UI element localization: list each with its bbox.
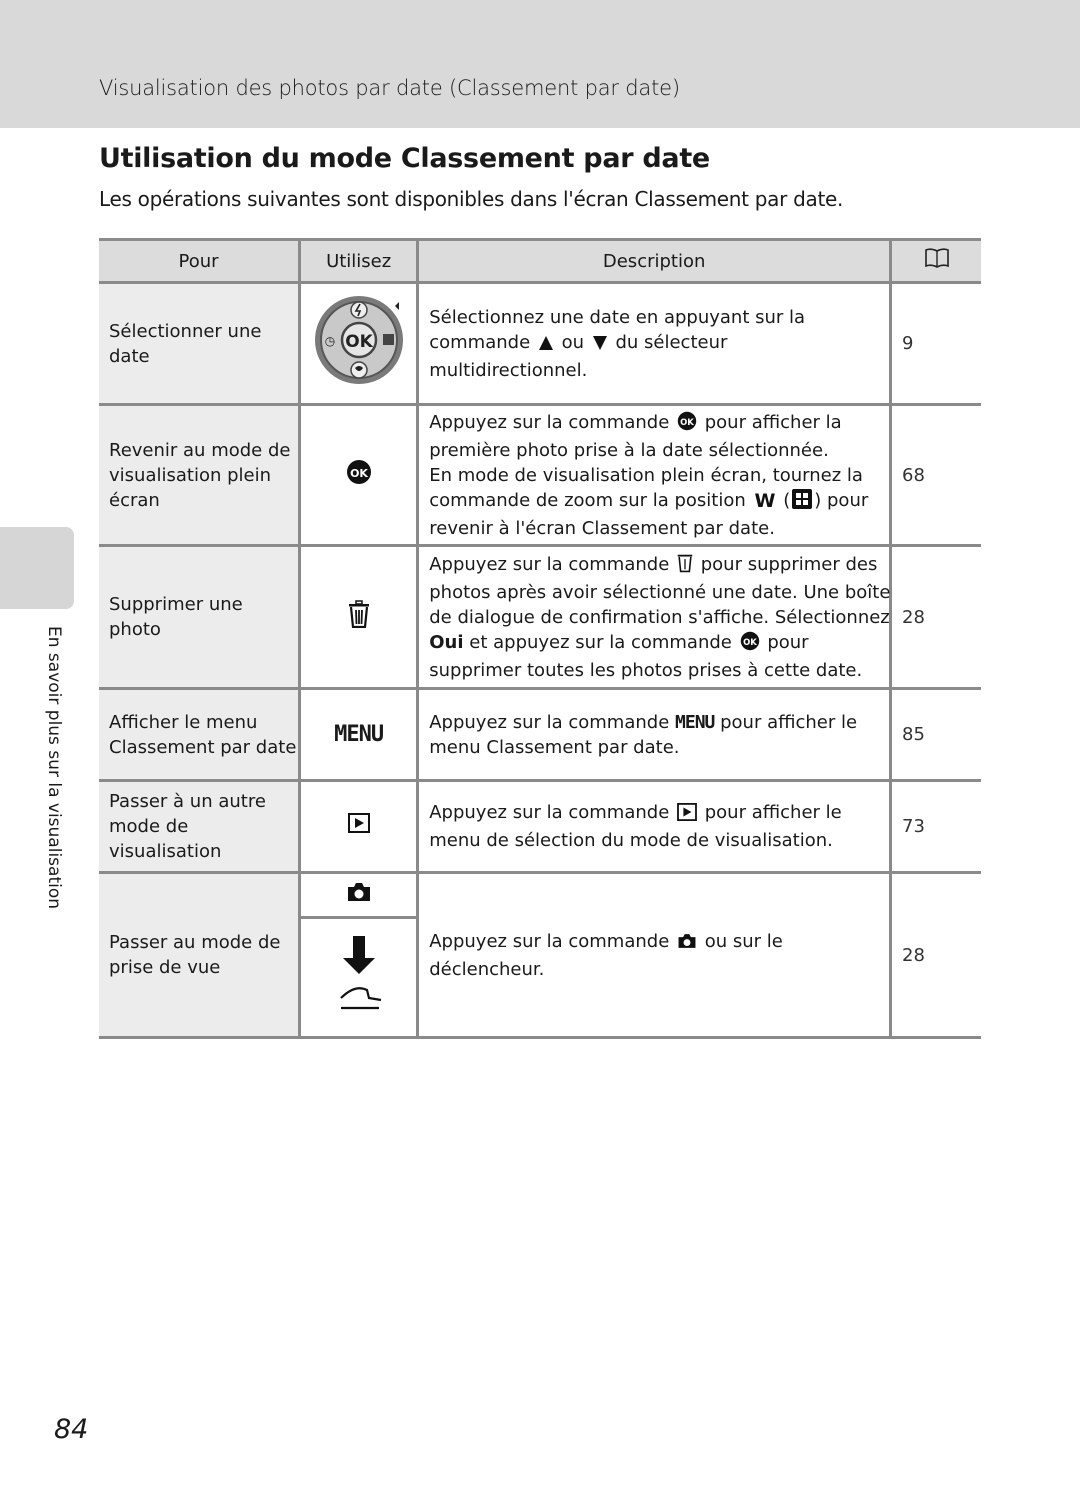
description-text: ou sur le	[699, 930, 783, 952]
svg-text:◷: ◷	[324, 334, 335, 348]
book-icon	[924, 253, 950, 274]
svg-text:OK: OK	[680, 416, 694, 427]
page-reference: 9	[902, 333, 914, 354]
table-row	[99, 405, 981, 546]
description-text: commande	[429, 331, 536, 353]
page-reference: 73	[902, 816, 925, 837]
description-line: photos après avoir sélectionné une date. Une boîte	[429, 582, 891, 603]
operations-table	[99, 238, 981, 1039]
header-description: Description	[418, 240, 891, 283]
header-use: Utilisez	[300, 240, 418, 283]
description-text: pour afficher le	[714, 711, 858, 733]
description-text: ) pour	[814, 489, 869, 511]
menu-button-icon: MENU	[675, 711, 715, 733]
up-arrow-icon	[538, 333, 554, 358]
page-reference: 68	[902, 464, 925, 486]
trash-icon	[348, 612, 370, 633]
svg-text:OK: OK	[742, 636, 757, 647]
description-text: Appuyez sur la commande	[429, 554, 676, 575]
multi-selector-icon	[313, 332, 405, 391]
description-line: revenir à l'écran Classement par date.	[429, 517, 775, 539]
wide-w-icon	[754, 491, 776, 516]
breadcrumb: Visualisation des photos par date (Classement par date)	[99, 76, 680, 100]
description-text: Appuyez sur la commande	[429, 711, 676, 733]
chapter-label: En savoir plus sur la visualisation	[44, 626, 64, 910]
description-text: pour supprimer des	[695, 554, 878, 575]
row-action: Supprimer une photo	[99, 546, 300, 689]
camera-icon	[346, 881, 372, 910]
chapter-tab	[0, 527, 74, 609]
ok-button-icon	[677, 411, 697, 438]
page-reference: 28	[902, 606, 925, 628]
row-action: Sélectionner une date	[99, 283, 300, 405]
description-line: supprimer toutes les photos prises à cette date.	[429, 660, 863, 681]
row-action: Passer à un autre mode de visualisation	[99, 781, 300, 873]
table-row	[99, 283, 981, 405]
description-text: pour	[761, 632, 809, 653]
thumbnail-grid-icon	[792, 489, 812, 516]
table-row	[99, 546, 981, 689]
description-text: du sélecteur	[609, 331, 728, 353]
down-arrow-icon	[592, 333, 608, 358]
ok-button-icon	[346, 466, 372, 490]
page-title: Utilisation du mode Classement par date	[99, 143, 710, 174]
description-text: commande de zoom sur la position	[429, 489, 752, 511]
description-line: menu de sélection du mode de visualisation.	[429, 830, 833, 851]
option-oui: Oui	[429, 632, 464, 653]
playback-icon	[348, 817, 370, 838]
description-line: première photo prise à la date sélectionnée.	[429, 439, 829, 461]
description-line: Sélectionnez une date en appuyant sur la	[429, 306, 806, 328]
svg-text:OK: OK	[344, 332, 373, 352]
description-line: multidirectionnel.	[429, 359, 588, 381]
table-row	[99, 689, 981, 781]
row-action: Passer au mode de prise de vue	[99, 873, 300, 1038]
playback-icon	[677, 803, 697, 828]
description-text: ou	[555, 331, 590, 353]
intro-text: Les opérations suivantes sont disponibles dans l'écran Classement par date.	[99, 187, 844, 211]
description-text: pour afficher la	[699, 411, 842, 433]
row-action: Afficher le menu Classement par date	[99, 689, 300, 781]
row-action: Revenir au mode de visualisation plein écran	[99, 405, 300, 546]
description-text: et appuyez sur la commande	[463, 632, 738, 653]
description-text: (	[777, 489, 791, 511]
table-row	[99, 781, 981, 873]
page-reference: 85	[902, 724, 925, 745]
svg-text:W: W	[754, 490, 775, 509]
description-text: Appuyez sur la commande	[429, 411, 676, 433]
ok-button-icon	[740, 631, 760, 658]
svg-text:OK: OK	[349, 466, 368, 480]
header-band	[0, 0, 1080, 128]
description-text: Appuyez sur la commande	[429, 930, 676, 952]
table-row	[99, 873, 981, 1038]
description-text: pour afficher le	[699, 802, 842, 823]
shutter-release-icon	[329, 934, 389, 1021]
trash-icon	[677, 551, 693, 580]
page-reference: 28	[902, 944, 925, 966]
page-number: 84	[54, 1414, 89, 1445]
description-line: menu Classement par date.	[429, 736, 680, 758]
header-reference	[891, 240, 981, 283]
description-line: de dialogue de confirmation s'affiche. Sélectionnez	[429, 607, 890, 628]
menu-button-icon: MENU	[334, 721, 384, 747]
camera-icon	[677, 932, 697, 957]
description-text: Appuyez sur la commande	[429, 802, 676, 823]
description-line: En mode de visualisation plein écran, tournez la	[429, 464, 863, 486]
header-pour: Pour	[99, 240, 300, 283]
description-line: déclencheur.	[429, 958, 545, 980]
